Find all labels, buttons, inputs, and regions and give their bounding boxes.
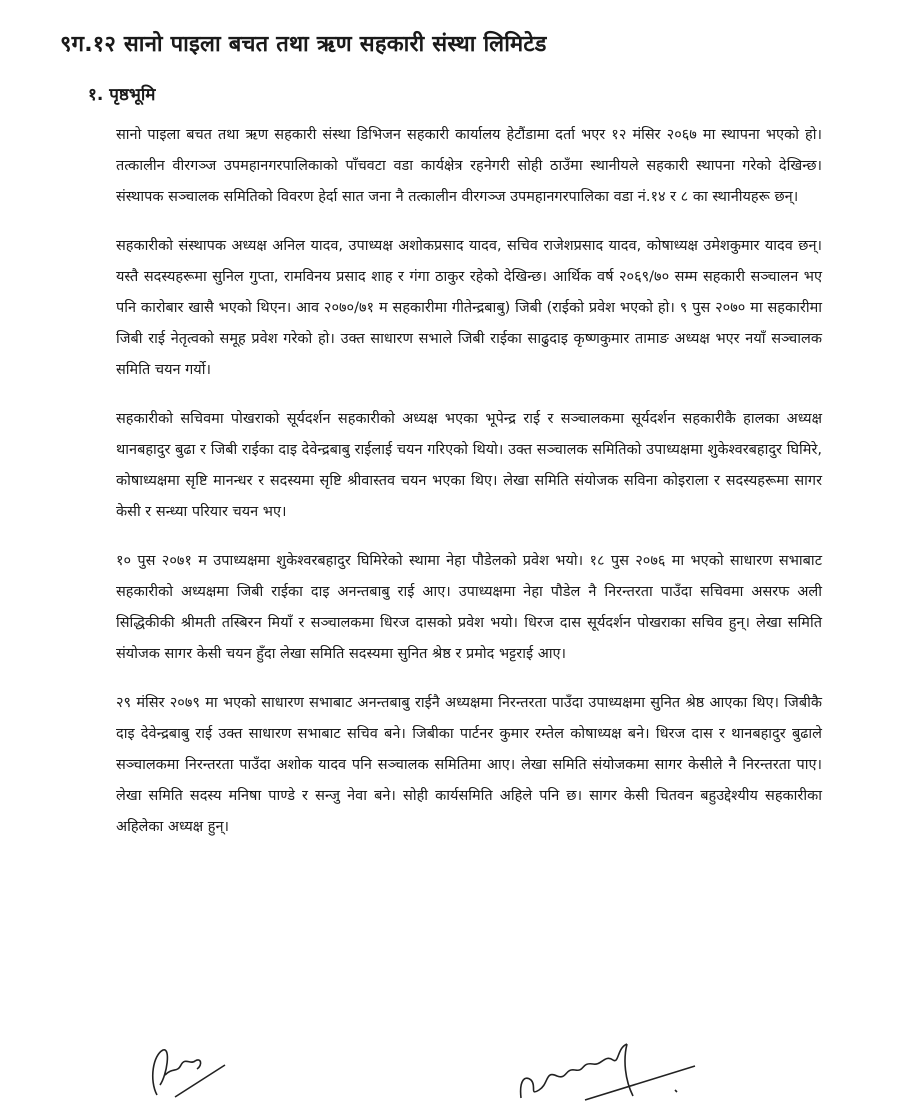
section-heading: १. पृष्ठभूमि <box>88 85 156 105</box>
paragraph-background: सानो पाइला बचत तथा ऋण सहकारी संस्था डिभिजन सहकारी कार्यालय हेटौंडामा दर्ता भएर १२ मंसिर २०६७ मा स्थापना भएको हो। तत्कालीन वीरगञ्ज उपमहानगरपालिकाको पाँचवटा वडा कार्यक्षेत्र रहनेगरी सोही ठाउँमा स्थानीयले सहकारी स्थापना गरेको देखिन्छ। संस्थापक सञ्चालक समितिको विवरण हेर्दा सात जना नै तत्कालीन वीरगञ्ज उपमहानगरपालिका वडा नं.१४ र ८ का स्थानीयहरू छन्। <box>116 127 822 205</box>
paragraph-founders: सहकारीको संस्थापक अध्यक्ष अनिल यादव, उपाध्यक्ष अशोकप्रसाद यादव, सचिव राजेशप्रसाद यादव, कोषाध्यक्ष उमेशकुमार यादव छन्। यस्तै सदस्यहरूमा सुनिल गुप्ता, रामविनय प्रसाद शाह र गंगा ठाकुर रहेको देखिन्छ। आर्थिक वर्ष २०६९/७० सम्म सहकारी सञ्चालन भए पनि कारोबार खासै भएको थिएन। आव २०७०/७१ म सहकारीमा गीतेन्द्रबाबु) जिबी (राईको प्रवेश भएको हो। ९ पुस २०७० मा सहकारीमा जिबी राई नेतृत्वको समूह प्रवेश गरेको हो। उक्त साधारण सभाले जिबी राईका साढुदाइ कृष्णकुमार तामाङ अध्यक्ष भएर नयाँ सञ्चालक समिति चयन गर्यो। <box>116 238 822 378</box>
document-body <box>116 120 822 861</box>
document-title: ९ग.१२ सानो पाइला बचत तथा ऋण सहकारी संस्था लिमिटेड <box>60 32 547 57</box>
signature-right-icon <box>515 1040 705 1102</box>
paragraph-changes-2079: २९ मंसिर २०७९ मा भएको साधारण सभाबाट अनन्तबाबु राईनै अध्यक्षमा निरन्तरता पाउँदा उपाध्यक्षमा सुनित श्रेष्ठ आएका थिए। जिबीकै दाइ देवेन्द्रबाबु राई उक्त साधारण सभाबाट सचिव बने। जिबीका पार्टनर कुमार रम्तेल कोषाध्यक्ष बने। धिरज दास र थानबहादुर बुढाले सञ्चालकमा निरन्तरता पाउँदा अशोक यादव पनि सञ्चालक समितिमा आए। लेखा समिति संयोजकमा सागर केसीले नै निरन्तरता पाए। लेखा समिति सदस्य मनिषा पाण्डे र सन्जु नेवा बने। सोही कार्यसमिति अहिले पनि छ। सागर केसी चितवन बहुउद्देश्यीय सहकारीका अहिलेका अध्यक्ष हुन्। <box>116 695 822 835</box>
paragraph-changes-2071: १० पुस २०७१ म उपाध्यक्षमा शुकेश्वरबहादुर घिमिरेको स्थामा नेहा पौडेलको प्रवेश भयो। १८ पुस २०७६ मा भएको साधारण सभाबाट सहकारीको अध्यक्षमा जिबी राईका दाइ अनन्तबाबु राई आए। उपाध्यक्षमा नेहा पौडेल नै निरन्तरता पाउँदा सचिवमा असरफ अली सिद्धिकीकी श्रीमती तस्बिरन मियाँ र सञ्चालकमा धिरज दासको प्रवेश भयो। धिरज दास सूर्यदर्शन पोखराका सचिव हुन्। लेखा समिति संयोजक सागर केसी चयन हुँदा लेखा समिति सदस्यमा सुनित श्रेष्ठ र प्रमोद भट्टराई आए। <box>116 553 822 662</box>
signature-left-icon <box>145 1035 255 1102</box>
paragraph-committee: सहकारीको सचिवमा पोखराको सूर्यदर्शन सहकारीको अध्यक्ष भएका भूपेन्द्र राई र सञ्चालकमा सूर्यदर्शन सहकारीकै हालका अध्यक्ष थानबहादुर बुढा र जिबी राईका दाइ देवेन्द्रबाबु राईलाई चयन गरिएको थियो। उक्त सञ्चालक समितिको उपाध्यक्षमा शुकेश्वरबहादुर घिमिरे, कोषाध्यक्षमा सृष्टि मानन्धर र सदस्यमा सृष्टि श्रीवास्तव चयन भएका थिए। लेखा समिति संयोजक सविना कोइराला र सदस्यहरूमा सागर केसी र सन्ध्या परियार चयन भए। <box>116 411 822 520</box>
